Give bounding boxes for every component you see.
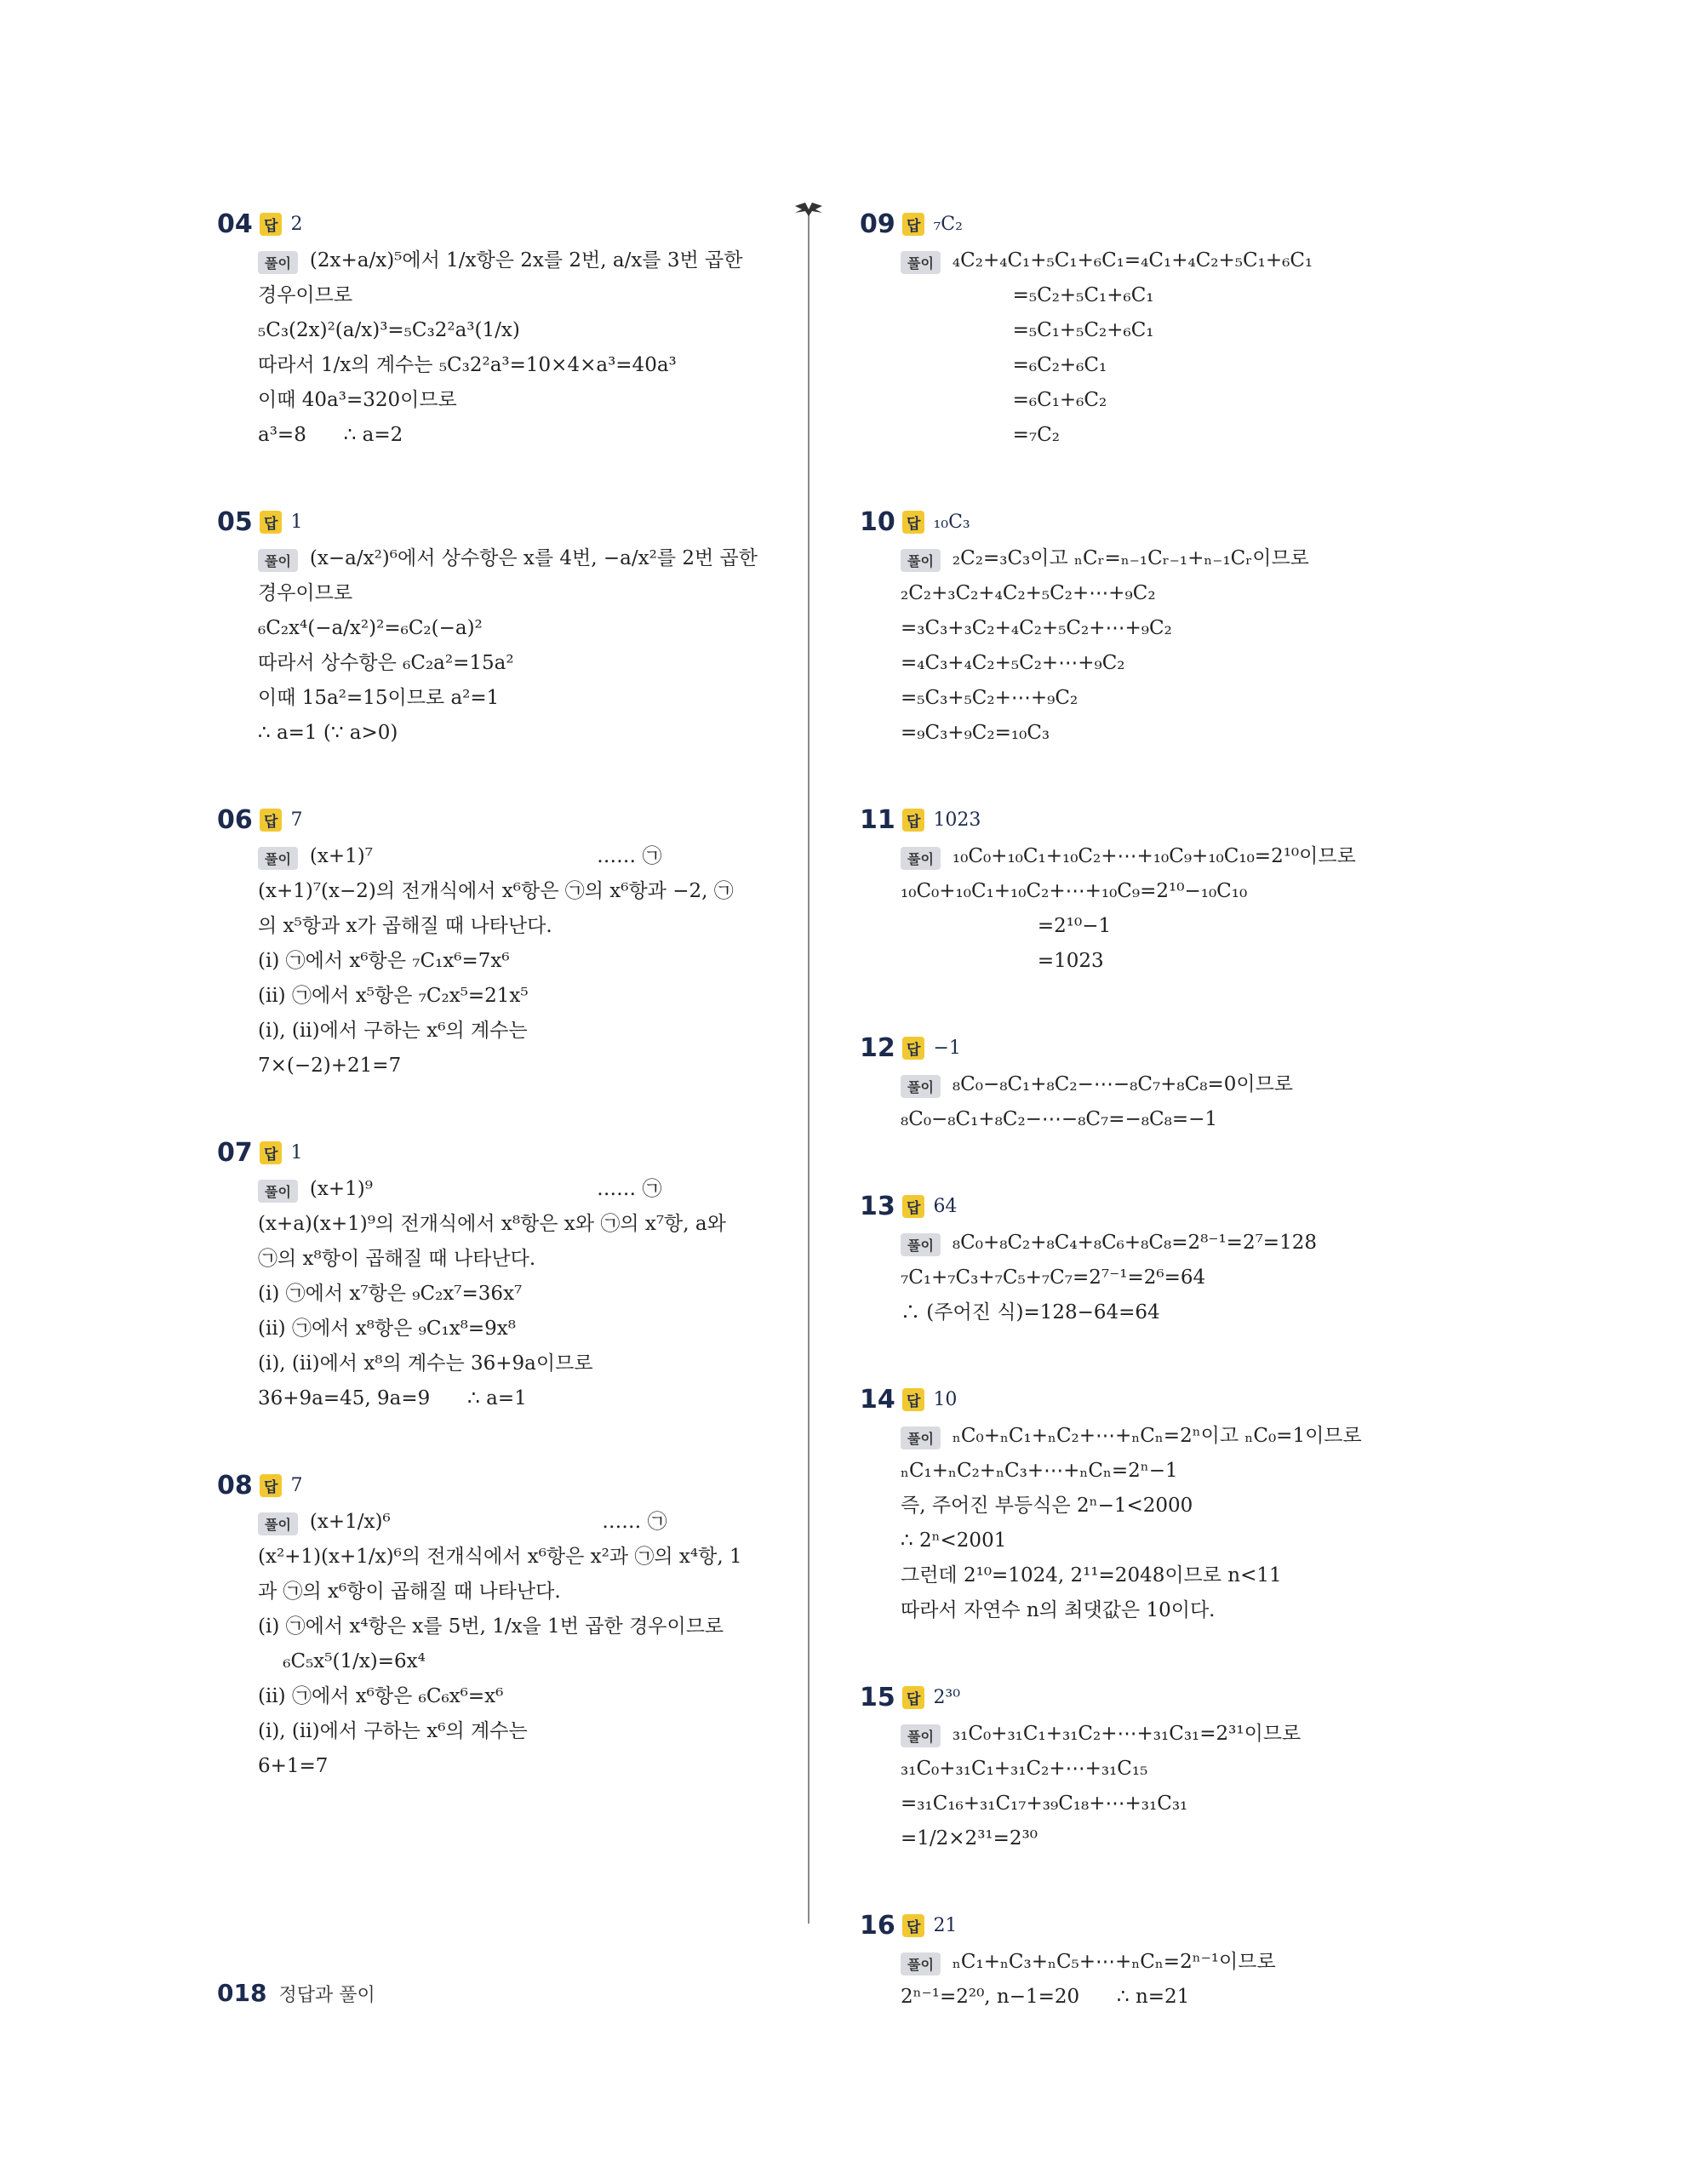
- solution-badge: 풀이: [901, 847, 941, 870]
- solution-line: ∴ a=1 (∵ a>0): [258, 722, 398, 744]
- answer-value: 7: [290, 809, 303, 831]
- problem-number: 10: [860, 506, 895, 537]
- answer-value: 10: [933, 1388, 958, 1410]
- solution-row: [258, 1575, 770, 1609]
- answer-badge: 답: [902, 1388, 924, 1411]
- problem-number: 11: [860, 804, 895, 835]
- solution-line: (x²+1)(x+1/x)⁶의 전개식에서 x⁶항은 x²과 ㉠의 x⁴항, 1: [258, 1546, 742, 1568]
- solution-line: (x−a/x²)⁶에서 상수항은 x를 4번, −a/x²를 2번 곱한: [309, 547, 758, 569]
- solution-badge: 풀이: [258, 251, 298, 274]
- solution-row: [901, 1787, 1405, 1821]
- solution-row: [901, 1419, 1405, 1454]
- solution-line: =1/2×2³¹=2³⁰: [901, 1827, 1038, 1850]
- solution-line: 과 ㉠의 x⁶항이 곱해질 때 나타난다.: [258, 1581, 561, 1603]
- problem-number: 14: [860, 1384, 895, 1415]
- page-number: 018: [217, 1979, 267, 2007]
- answer-value: 2³⁰: [933, 1686, 961, 1708]
- solution-body: [860, 1067, 1405, 1137]
- solution-row: [901, 1558, 1405, 1593]
- solution-row: [258, 1609, 770, 1644]
- solution-line: ₈C₀+₈C₂+₈C₄+₈C₆+₈C₈=2⁸⁻¹=2⁷=128: [952, 1232, 1317, 1254]
- problem-header: [217, 1466, 770, 1505]
- answer-badge: 답: [260, 1141, 282, 1164]
- solution-row: [258, 576, 770, 611]
- solution-row: [258, 1679, 770, 1714]
- problem-13: [860, 1186, 1405, 1330]
- solution-row: [258, 418, 770, 453]
- solution-row: [258, 1172, 770, 1207]
- solution-row: [258, 1644, 770, 1679]
- solution-line: ₆C₅x⁵(1/x)=6x⁴: [258, 1650, 426, 1672]
- problem-number: 04: [217, 209, 253, 239]
- solution-row: [901, 1752, 1405, 1787]
- solution-row: [258, 1714, 770, 1749]
- solution-line: ₃₁C₀+₃₁C₁+₃₁C₂+⋯+₃₁C₃₁=2³¹이므로: [952, 1723, 1302, 1745]
- solution-row: [258, 1505, 770, 1540]
- solution-row: [901, 1489, 1405, 1524]
- solution-row: [901, 1821, 1405, 1856]
- solution-row: [901, 1945, 1405, 1980]
- solution-line: ₁₀C₀+₁₀C₁+₁₀C₂+⋯+₁₀C₉+₁₀C₁₀=2¹⁰이므로: [952, 845, 1356, 867]
- solution-body: [860, 243, 1405, 453]
- problem-number: 07: [217, 1137, 253, 1168]
- solution-line: ₆C₂x⁴(−a/x²)²=₆C₂(−a)²: [258, 617, 483, 639]
- solution-row: [901, 1980, 1405, 2015]
- solution-row: [901, 1593, 1405, 1628]
- solution-row: [901, 1295, 1405, 1330]
- solution-line: ₈C₀−₈C₁+₈C₂−⋯−₈C₇+₈C₈=0이므로: [952, 1073, 1294, 1095]
- problem-14: [860, 1380, 1405, 1628]
- solution-row: [258, 1312, 770, 1346]
- problem-08: [217, 1466, 770, 1784]
- solution-row: [258, 681, 770, 716]
- left-column: [217, 204, 770, 1833]
- solution-row: [258, 1014, 770, 1049]
- solution-row: [258, 1049, 770, 1083]
- solution-line: ₇C₁+₇C₃+₇C₅+₇C₇=2⁷⁻¹=2⁶=64: [901, 1266, 1206, 1289]
- solution-line: 7×(−2)+21=7: [258, 1055, 402, 1077]
- solution-line: ₈C₀−₈C₁+₈C₂−⋯−₈C₇=−₈C₈=−1: [901, 1108, 1217, 1130]
- solution-row: [901, 1261, 1405, 1295]
- solution-row: [258, 909, 770, 944]
- solution-line: 의 x⁵항과 x가 곱해질 때 나타난다.: [258, 915, 552, 937]
- problem-number: 05: [217, 506, 253, 537]
- solution-row: [901, 1454, 1405, 1489]
- solution-line: 따라서 상수항은 ₆C₂a²=15a²: [258, 652, 514, 674]
- solution-row: [258, 278, 770, 313]
- solution-row: [901, 383, 1405, 418]
- solution-row: [258, 716, 770, 751]
- answer-value: ₁₀C₃: [933, 511, 970, 533]
- solution-line: =1023: [901, 950, 1104, 972]
- solution-line: ₙC₀+ₙC₁+ₙC₂+⋯+ₙCₙ=2ⁿ이고 ₙC₀=1이므로: [952, 1425, 1362, 1447]
- solution-line: 이때 40a³=320이므로: [258, 389, 457, 411]
- solution-line: 2ⁿ⁻¹=2²⁰, n−1=20 ∴ n=21: [901, 1986, 1190, 2008]
- solution-line: =₇C₂: [901, 424, 1060, 446]
- solution-line: =₃C₃+₃C₂+₄C₂+₅C₂+⋯+₉C₂: [901, 617, 1172, 639]
- problem-number: 12: [860, 1032, 895, 1063]
- solution-row: [901, 1067, 1405, 1102]
- answer-value: 1: [290, 1141, 303, 1163]
- problem-header: [860, 1380, 1405, 1419]
- solution-body: [217, 1505, 770, 1784]
- solution-badge: 풀이: [901, 1075, 941, 1098]
- solution-line: (ⅱ) ㉠에서 x⁵항은 ₇C₂x⁵=21x⁵: [258, 985, 529, 1007]
- answer-badge: 답: [260, 213, 282, 236]
- answer-value: 7: [290, 1474, 303, 1496]
- solution-row: [901, 839, 1405, 874]
- answer-value: 1: [290, 511, 303, 533]
- solution-row: [258, 313, 770, 348]
- answer-badge: 답: [902, 1914, 924, 1937]
- solution-row: [901, 909, 1405, 944]
- solution-line: ₄C₂+₄C₁+₅C₁+₆C₁=₄C₁+₄C₂+₅C₁+₆C₁: [952, 249, 1313, 272]
- solution-row: [901, 243, 1405, 278]
- solution-row: [258, 839, 770, 874]
- solution-badge: 풀이: [258, 847, 298, 870]
- page-footer: [217, 1979, 375, 2007]
- solution-line: (x+1/x)⁶ …… ㉠: [309, 1511, 667, 1533]
- solution-line: 경우이므로: [258, 284, 353, 306]
- solution-row: [901, 944, 1405, 979]
- answer-value: 64: [933, 1195, 958, 1217]
- solution-row: [258, 1540, 770, 1575]
- solution-body: [860, 1717, 1405, 1856]
- problem-number: 16: [860, 1910, 895, 1941]
- solution-badge: 풀이: [901, 1426, 941, 1449]
- solution-row: [901, 418, 1405, 453]
- answer-badge: 답: [260, 809, 282, 832]
- problem-11: [860, 800, 1405, 979]
- solution-line: 따라서 1/x의 계수는 ₅C₃2²a³=10×4×a³=40a³: [258, 354, 677, 376]
- solution-line: ∴ (주어진 식)=128−64=64: [901, 1301, 1160, 1324]
- solution-row: [258, 1242, 770, 1277]
- solution-row: [258, 874, 770, 909]
- problem-10: [860, 502, 1405, 751]
- right-column: [860, 204, 1405, 2064]
- problem-09: [860, 204, 1405, 453]
- problem-04: [217, 204, 770, 453]
- problem-header: [860, 204, 1405, 243]
- solution-line: ㉠의 x⁸항이 곱해질 때 나타난다.: [258, 1248, 536, 1270]
- problem-number: 08: [217, 1470, 253, 1501]
- solution-body: [217, 243, 770, 453]
- answer-badge: 답: [260, 1474, 282, 1497]
- solution-line: =₄C₃+₄C₂+₅C₂+⋯+₉C₂: [901, 652, 1125, 674]
- solution-line: ₁₀C₀+₁₀C₁+₁₀C₂+⋯+₁₀C₉=2¹⁰−₁₀C₁₀: [901, 880, 1248, 902]
- solution-line: 따라서 자연수 n의 최댓값은 10이다.: [901, 1599, 1216, 1621]
- solution-badge: 풀이: [901, 251, 941, 274]
- solution-row: [901, 611, 1405, 646]
- solution-line: 즉, 주어진 부등식은 2ⁿ−1<2000: [901, 1495, 1193, 1517]
- solution-line: 이때 15a²=15이므로 a²=1: [258, 687, 500, 709]
- solution-badge: 풀이: [901, 1233, 941, 1256]
- problem-number: 15: [860, 1682, 895, 1712]
- solution-line: (x+a)(x+1)⁹의 전개식에서 x⁸항은 x와 ㉠의 x⁷항, a와: [258, 1213, 726, 1235]
- problem-header: [217, 204, 770, 243]
- solution-row: [901, 716, 1405, 751]
- problem-header: [860, 1678, 1405, 1717]
- solution-line: ₂C₂=₃C₃이고 ₙCᵣ=ₙ₋₁Cᵣ₋₁+ₙ₋₁Cᵣ이므로: [952, 547, 1309, 569]
- solution-row: [258, 1346, 770, 1381]
- solution-body: [217, 541, 770, 751]
- solution-line: 36+9a=45, 9a=9 ∴ a=1: [258, 1387, 527, 1409]
- solution-row: [258, 348, 770, 383]
- solution-line: ₅C₃(2x)²(a/x)³=₅C₃2²a³(1/x): [258, 319, 520, 341]
- solution-line: ₂C₂+₃C₂+₄C₂+₅C₂+⋯+₉C₂: [901, 582, 1156, 604]
- answer-value: 1023: [933, 809, 981, 831]
- solution-row: [901, 278, 1405, 313]
- solution-line: (ⅰ) ㉠에서 x⁷항은 ₉C₂x⁷=36x⁷: [258, 1283, 523, 1305]
- problem-header: [217, 1133, 770, 1172]
- problem-header: [860, 1028, 1405, 1067]
- solution-badge: 풀이: [901, 549, 941, 572]
- solution-line: =₃₁C₁₆+₃₁C₁₇+₃₉C₁₈+⋯+₃₁C₃₁: [901, 1792, 1188, 1815]
- problem-header: [860, 502, 1405, 541]
- solution-body: [217, 839, 770, 1083]
- solution-row: [258, 1381, 770, 1416]
- problem-07: [217, 1133, 770, 1416]
- solution-row: [901, 576, 1405, 611]
- solution-line: a³=8 ∴ a=2: [258, 424, 403, 446]
- solution-line: =₅C₃+₅C₂+⋯+₉C₂: [901, 687, 1078, 709]
- problem-header: [217, 502, 770, 541]
- solution-body: [860, 839, 1405, 979]
- solution-row: [258, 646, 770, 681]
- solution-row: [901, 541, 1405, 576]
- solution-row: [901, 681, 1405, 716]
- solution-body: [860, 1945, 1405, 2015]
- problem-header: [217, 800, 770, 839]
- solution-line: 6+1=7: [258, 1755, 329, 1777]
- problem-number: 13: [860, 1191, 895, 1221]
- solution-line: =₆C₂+₆C₁: [901, 354, 1107, 376]
- answer-value: ₇C₂: [933, 213, 963, 235]
- solution-line: (ⅱ) ㉠에서 x⁶항은 ₆C₆x⁶=x⁶: [258, 1685, 504, 1707]
- solution-row: [901, 313, 1405, 348]
- answer-value: −1: [933, 1037, 961, 1059]
- solution-row: [901, 1717, 1405, 1752]
- solution-line: (ⅰ), (ⅱ)에서 x⁸의 계수는 36+9a이므로: [258, 1352, 593, 1375]
- answer-value: 2: [290, 213, 303, 235]
- solution-body: [860, 1226, 1405, 1330]
- problem-15: [860, 1678, 1405, 1856]
- solution-body: [217, 1172, 770, 1416]
- problem-header: [860, 1186, 1405, 1226]
- solution-row: [901, 348, 1405, 383]
- solution-line: 그런데 2¹⁰=1024, 2¹¹=2048이므로 n<11: [901, 1564, 1282, 1587]
- solution-line: 경우이므로: [258, 582, 353, 604]
- solution-line: (x+1)⁹ …… ㉠: [309, 1178, 662, 1200]
- solution-row: [258, 243, 770, 278]
- solution-line: =₅C₂+₅C₁+₆C₁: [901, 284, 1154, 306]
- answer-badge: 답: [902, 809, 924, 832]
- solution-badge: 풀이: [901, 1952, 941, 1975]
- solution-line: =₅C₁+₅C₂+₆C₁: [901, 319, 1154, 341]
- solution-row: [901, 646, 1405, 681]
- solution-badge: 풀이: [258, 1512, 298, 1535]
- problem-header: [860, 1906, 1405, 1945]
- solution-line: ₃₁C₀+₃₁C₁+₃₁C₂+⋯+₃₁C₁₅: [901, 1758, 1148, 1780]
- solution-line: (ⅰ) ㉠에서 x⁴항은 x를 5번, 1/x을 1번 곱한 경우이므로: [258, 1615, 724, 1638]
- solution-row: [258, 383, 770, 418]
- answer-value: 21: [933, 1914, 958, 1936]
- solution-badge: 풀이: [258, 1180, 298, 1203]
- problem-05: [217, 502, 770, 751]
- problem-header: [860, 800, 1405, 839]
- solution-line: ∴ 2ⁿ<2001: [901, 1529, 1007, 1552]
- solution-line: (ⅰ) ㉠에서 x⁶항은 ₇C₁x⁶=7x⁶: [258, 950, 510, 972]
- solution-line: =₉C₃+₉C₂=₁₀C₃: [901, 722, 1050, 744]
- solution-row: [901, 874, 1405, 909]
- problem-number: 06: [217, 804, 253, 835]
- solution-line: (ⅰ), (ⅱ)에서 구하는 x⁶의 계수는: [258, 1020, 528, 1042]
- solution-line: (ⅱ) ㉠에서 x⁸항은 ₉C₁x⁸=9x⁸: [258, 1318, 516, 1340]
- divider-ornament-icon: [793, 201, 824, 218]
- solution-row: [258, 611, 770, 646]
- solution-line: (ⅰ), (ⅱ)에서 구하는 x⁶의 계수는: [258, 1720, 528, 1742]
- solution-body: [860, 1419, 1405, 1628]
- solution-line: (2x+a/x)⁵에서 1/x항은 2x를 2번, a/x를 3번 곱한: [309, 249, 743, 272]
- solution-line: (x+1)⁷ …… ㉠: [309, 845, 662, 867]
- answer-badge: 답: [902, 1037, 924, 1060]
- solution-row: [901, 1524, 1405, 1558]
- solution-line: ₙC₁+ₙC₂+ₙC₃+⋯+ₙCₙ=2ⁿ−1: [901, 1460, 1178, 1482]
- solution-row: [258, 541, 770, 576]
- solution-row: [258, 1207, 770, 1242]
- solution-row: [901, 1226, 1405, 1261]
- solution-row: [258, 1749, 770, 1784]
- answer-badge: 답: [902, 1686, 924, 1709]
- solution-row: [258, 979, 770, 1014]
- solution-row: [258, 944, 770, 979]
- solution-line: =₆C₁+₆C₂: [901, 389, 1107, 411]
- problem-06: [217, 800, 770, 1083]
- column-divider: [808, 211, 810, 1924]
- answer-badge: 답: [902, 511, 924, 534]
- solution-line: ₙC₁+ₙC₃+ₙC₅+⋯+ₙCₙ=2ⁿ⁻¹이므로: [952, 1951, 1276, 1973]
- solution-body: [860, 541, 1405, 751]
- solution-row: [258, 1277, 770, 1312]
- solution-line: =2¹⁰−1: [901, 915, 1112, 937]
- solution-row: [901, 1102, 1405, 1137]
- problem-16: [860, 1906, 1405, 2015]
- section-title: 정답과 풀이: [278, 1985, 375, 2006]
- solution-line: (x+1)⁷(x−2)의 전개식에서 x⁶항은 ㉠의 x⁶항과 −2, ㉠: [258, 880, 734, 902]
- solution-badge: 풀이: [258, 549, 298, 572]
- answer-badge: 답: [260, 511, 282, 534]
- answer-badge: 답: [902, 213, 924, 236]
- problem-12: [860, 1028, 1405, 1137]
- problem-number: 09: [860, 209, 895, 239]
- answer-badge: 답: [902, 1195, 924, 1218]
- solution-badge: 풀이: [901, 1724, 941, 1747]
